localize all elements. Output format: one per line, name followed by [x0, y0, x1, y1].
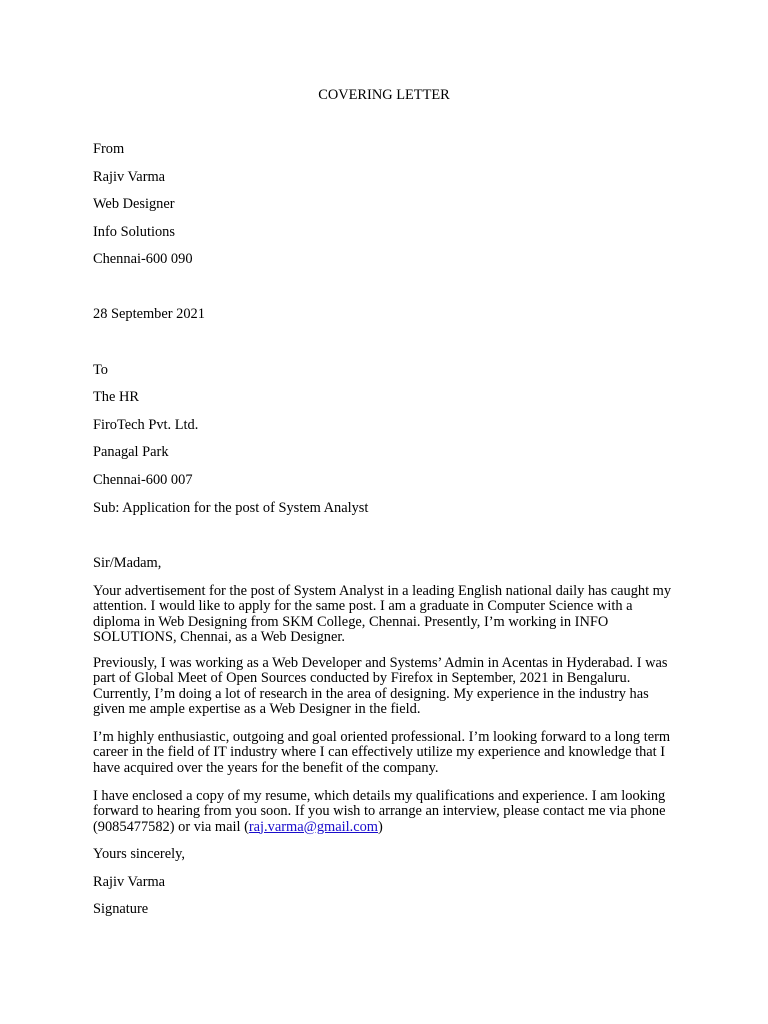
paragraph-line: I have enclosed a copy of my resume, which details my qualifications and experience. I am looking [93, 788, 666, 804]
paragraph-line: diploma in Web Designing from SKM College, Chennai. Presently, I’m working in INFO [93, 613, 609, 630]
subject-line: Sub: Application for the post of System Analyst [93, 500, 369, 516]
paragraph-2 [93, 656, 673, 717]
paragraph-line: given me ample expertise as a Web Designer in the field. [93, 700, 421, 717]
paragraph-line: SOLUTIONS, Chennai, as a Web Designer. [93, 628, 345, 645]
sender-name: Rajiv Varma [93, 169, 166, 185]
paragraph-line: Currently, I’m doing a lot of research in the area of designing. My experience in the industry has [93, 685, 649, 702]
paragraph-line: have acquired over the years for the benefit of the company. [93, 759, 439, 776]
paragraph-4 [93, 789, 673, 835]
recipient-name: The HR [93, 389, 139, 405]
signoff-name: Rajiv Varma [93, 874, 166, 890]
email-link[interactable]: raj.varma@gmail.com [248, 818, 379, 835]
paragraph-3 [93, 730, 673, 776]
salutation: Sir/Madam, [93, 555, 162, 571]
paragraph-line-contact [93, 820, 673, 835]
sender-city: Chennai-600 090 [93, 251, 193, 267]
paragraph-line: I’m highly enthusiastic, outgoing and goal oriented professional. I’m looking forward to a long term [93, 729, 671, 745]
recipient-company: FiroTech Pvt. Ltd. [93, 417, 199, 433]
paragraph-line: Previously, I was working as a Web Developer and Systems’ Admin in Acentas in Hyderabad. I was [93, 655, 668, 671]
paragraph-line: career in the field of IT industry where I can effectively utilize my experience and knowledge that I [93, 744, 666, 761]
sender-position: Web Designer [93, 196, 175, 212]
paragraph-1 [93, 584, 673, 645]
contact-prefix: (9085477582) or via mail ( [93, 818, 249, 835]
recipient-street: Panagal Park [93, 444, 169, 460]
paragraph-line: part of Global Meet of Open Sources conducted by Firefox in September, 2021 in Bengaluru. [93, 670, 631, 687]
closing: Yours sincerely, [93, 846, 185, 862]
letter-date: 28 September 2021 [93, 306, 205, 322]
page-title: COVERING LETTER [318, 87, 450, 103]
signature-label: Signature [93, 901, 149, 917]
sender-company: Info Solutions [93, 224, 175, 240]
contact-suffix: ) [378, 818, 383, 835]
recipient-city: Chennai-600 007 [93, 472, 193, 488]
from-label: From [93, 141, 125, 157]
paragraph-line: forward to hearing from you soon. If you wish to arrange an interview, please contact me via phone [93, 803, 666, 820]
paragraph-line: Your advertisement for the post of System Analyst in a leading English national daily has caught my [93, 583, 672, 599]
paragraph-line: attention. I would like to apply for the same post. I am a graduate in Computer Science with a [93, 598, 633, 615]
to-label: To [93, 362, 108, 378]
